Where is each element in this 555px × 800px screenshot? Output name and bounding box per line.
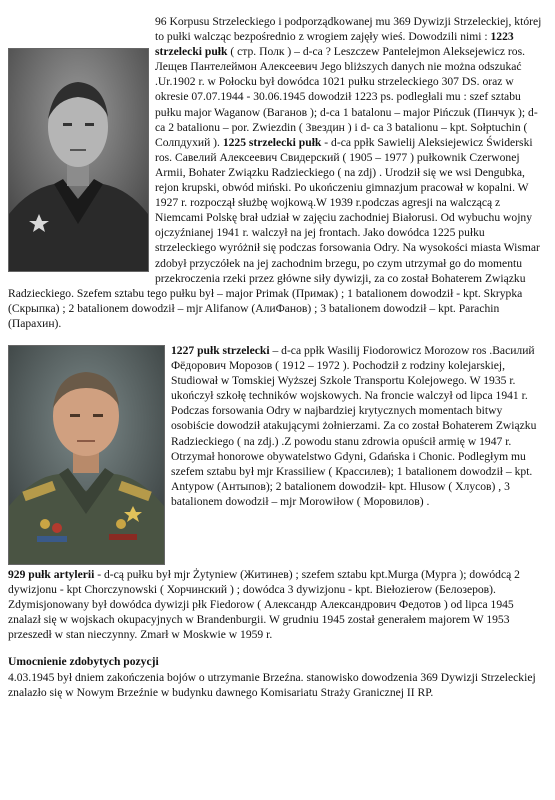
portrait-photo-swiderski [8, 48, 149, 272]
section-heading-umocnienie: Umocnienie zdobytych pozycji [8, 655, 159, 669]
fiedorow-paragraph: Zdymisjonowany był dowódca dywizji płk Fiedorow ( Александр Александрович Федотов ) od lipca 1945 znalazł się w wojskach okupacyjnych w Brandenburgii. W grudniu 1945 został generałem majorem W 1953 przeszedł w stan nieczynny. Zmarł w Moskwie w 1959 r. [8, 598, 514, 642]
unit-1225-text: - d-ca ppłk Sawielij Aleksiejewicz Świderski ros. Савелий Алексеевич Свидерский ( 1905 – 1977 ) pułkownik Czerwonej Armii, Bohater Związku Radzieckiego ( na zdj) . Urodził się we wsi Dengubka, rejon krupski, obwód miński. Po ukończeniu gimnazjum pracował w kopalni. W 1927 r. rozpoczął służbę wojkową.W 1939 r.podczas agresji na walczącą z Niemcami Polskę brał udział w zajęciu zachodniej Białorusi. Od wybuchu wojny ojczyźnianej 1941 r. walczył na jej frontach. Jako dowódca 1225 pułku strzeleckiego wyróżnił się podczas forsowania Odry. Na wysokości miasta Wismar zdobył przyczółek na jej zachodnim brzegu, po czym utrzymał go do momentu przekroczenia rzeki przez główne siły dywizji, za co został Bohaterem Związku Radzieckiego. Szefem sztabu tego pułku był – major Primak (Примак) ; 1 batalionem dowodził - kpt. Skrypka (Скрыпка) ; 2 batalionem dowodził – mjr Alifanow (АлиФанов) ; 3 batalionem dowodził – kpt. Parachin (Парахин). [8, 135, 540, 330]
unit-1223-heading: 1223 strzelecki pułk [155, 30, 514, 59]
section-1227 [8, 343, 547, 509]
unit-1225-heading: 1225 strzelecki pułk [222, 135, 322, 149]
section-1225 [8, 14, 547, 331]
unit-929-heading: 929 pułk artylerii [8, 567, 95, 581]
umocnienie-paragraph: 4.03.1945 był dniem zakończenia bojów o utrzymanie Brzeźna. stanowisko dowodzenia 369 Dywizji Strzeleckiej znalazło się w Nowym Brzeźnie w budynku dawnego Komisariatu Straży Granicznej II RP. [8, 670, 536, 699]
unit-1227-heading: 1227 pułk strzelecki [171, 343, 270, 357]
unit-1227-text: – d-ca ppłk Wasilij Fiodorowicz Morozow ros .Василий Фёдорович Морозов ( 1912 – 1972 ). Pochodził z rodziny kolejarskiej, Studiował w Tomskiej Wyższej Szkole Transportu Kolejowego. W 1935 r. ukończył szkołę techników wojskowych. Na froncie walczył od lipca 1941 r. Podczas forsowania Odry w najbardziej krytycznych momentach bitwy osobiście dowodził atakującymi żołnierzami. Za co został Bohaterem Związku Radzieckiego ( na zdj.) .Z powodu stanu zdrowia opuścił armię w 1947 r. Otrzymał honorowe obywatelstwo Gdyni, Gdańska i Chonic. Podległym mu szefem sztabu był mjr Krassiliew ( Крассилев); 1 batalionem dowodził – kpt. Antypow (Антыпов); 2 batalionem dowodził- kpt. Hlusow ( Хлусов) , 3 batalionem dowodził – mjr Morowiłow ( Моровилов) . [171, 343, 537, 508]
intro-text: 96 Korpusu Strzeleckiego i podporządkowanej mu 369 Dywizji Strzeleckiej, której to pułki walcząc bezpośrednio z wrogiem zajęły wieś. Dowodzili nimi : [155, 15, 542, 44]
section-929 [8, 567, 547, 642]
section-umocnienie [8, 654, 547, 699]
unit-1223-text: ( стр. Полк ) – d-ca ? Leszczew Pantelejmon Aleksejewicz ros. Лещев Пантелеймон Алексеевич Jego bliższych danych nie można odszukać .Ur.1902 r. w Połocku był dowódca 1021 pułku strzeleckiego 307 DS. oraz w okresie 07.07.1944 - 30.06.1945 dowodził 1223 ps. podległali mu : szef sztabu pułku major Waganow (Ваганов ); d-ca 1 batalonu – major Pińczuk (Пинчук ); d-ca 2 batalionu – por. Zwiezdin ( Звездин ) i d- ca 3 batalionu – kpt. Sołptuchin ( Солпдухий ). [155, 45, 538, 149]
unit-929-text: - d-cą pułku był mjr Żytyniew (Житинев) ; szefem sztabu kpt.Murga (Мурга ); dowódcą 2 dywizjonu - kpt Chorczynowski ( Хорчинский ) ; dowódca 3 dywizjonu - kpt. Biełozierow (Белозеров). [8, 567, 520, 597]
portrait-photo-morozow [8, 345, 165, 565]
